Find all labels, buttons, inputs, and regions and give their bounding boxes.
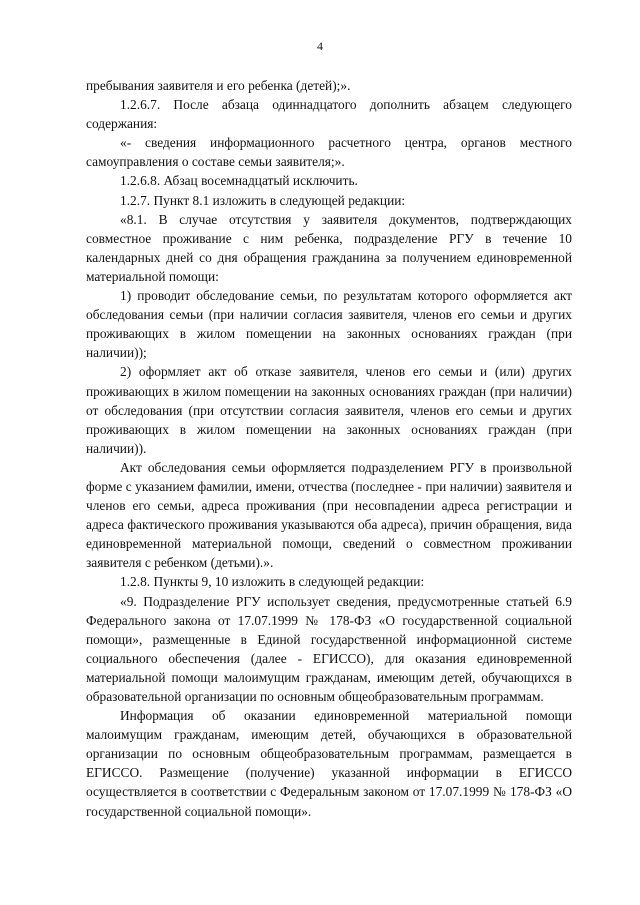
paragraph: 1.2.6.8. Абзац восемнадцатый исключить. <box>120 173 358 189</box>
paragraph: «9. Подразделение РГУ использует сведения, предусмотренные статьей 6.9 Федерального закона от 17.07.1999 № 178-ФЗ «О государственной социальной помощи», размещенные в Единой государственной информационной системе социального обеспечения (далее - ЕГИССО), для оказания единовременной материальной помощи малоимущим гражданам, имеющим детей, обучающихся в образовательной организации по основным общеобразовательным программам. <box>86 593 572 704</box>
paragraph: пребывания заявителя и его ребенка (детей);». <box>86 78 351 93</box>
document-body <box>86 76 572 821</box>
paragraph: Акт обследования семьи оформляется подразделением РГУ в произвольной форме с указанием фамилии, имени, отчества (последнее - при наличии) заявителя и членов его семьи, адреса проживания (при несовпадении адреса регистрации и адреса фактического проживания указываются оба адреса), причин обращения, вида единовременной материальной помощи, сведений о совместном проживании заявителя с ребенком (детьми).». <box>86 459 572 571</box>
paragraph: Информация об оказании единовременной материальной помощи малоимущим гражданам, имеющим детей, обучающихся в образовательной организации по основным общеобразовательным программам, размещается в ЕГИССО. Размещение (получение) указанной информации в ЕГИССО осуществляется в соответствии с Федеральным законом от 17.07.1999 № 178-ФЗ «О государственной социальной помощи». <box>86 708 572 819</box>
paragraph: «8.1. В случае отсутствия у заявителя документов, подтверждающих совместное проживание с ним ребенка, подразделение РГУ в течение 10 календарных дней со дня обращения гражданина за получением единовременной материальной помощи: <box>86 211 572 284</box>
page-number: 4 <box>317 39 323 53</box>
paragraph: «- сведения информационного расчетного центра, органов местного самоуправления о составе семьи заявителя;». <box>86 135 572 170</box>
paragraph: 1.2.7. Пункт 8.1 изложить в следующей редакции: <box>120 192 406 208</box>
paragraph: 1.2.8. Пункты 9, 10 изложить в следующей редакции: <box>120 574 425 590</box>
paragraph: 1.2.6.7. После абзаца одиннадцатого дополнить абзацем следующего содержания: <box>86 97 572 132</box>
paragraph: 1) проводит обследование семьи, по результатам которого оформляется акт обследования семьи (при наличии согласия заявителя, членов его семьи и других проживающих в жилом помещении на законных основаниях граждан (при наличии)); <box>86 288 572 361</box>
paragraph: 2) оформляет акт об отказе заявителя, членов его семьи и (или) других проживающих в жилом помещении на законных основаниях граждан (при наличии) от обследования (при отсутствии согласия заявителя, членов его семьи и других проживающих в жилом помещении на законных основаниях граждан (при наличии)). <box>86 364 572 456</box>
